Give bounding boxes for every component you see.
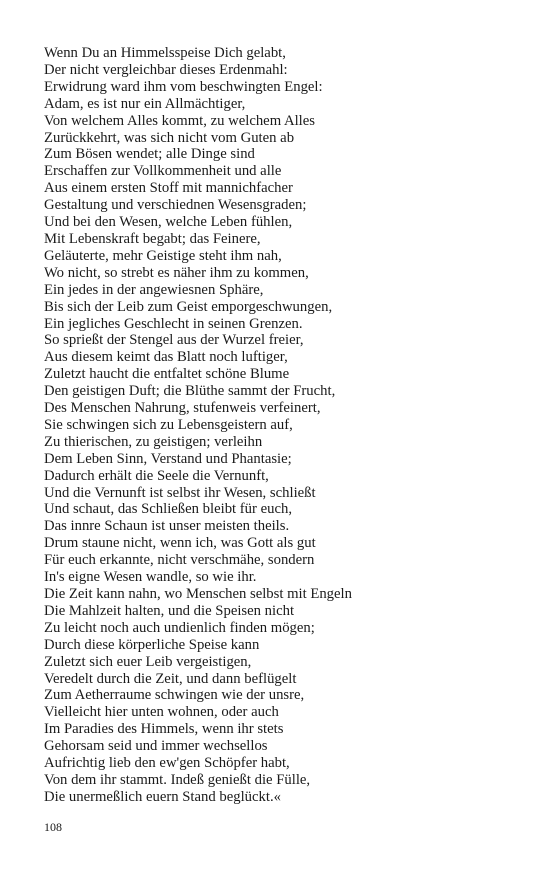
verse-line: Von welchem Alles kommt, zu welchem Alles bbox=[44, 112, 315, 129]
verse-line: Sie schwingen sich zu Lebensgeistern auf, bbox=[44, 416, 293, 433]
verse-line: Adam, es ist nur ein Allmächtiger, bbox=[44, 95, 246, 112]
verse-line: Ein jegliches Geschlecht in seinen Grenzen. bbox=[44, 315, 303, 332]
verse-line: Das innre Schaun ist unser meisten theils. bbox=[44, 518, 290, 535]
page-number: 108 bbox=[44, 820, 62, 834]
verse-line: Aufrichtig lieb den ew'gen Schöpfer habt, bbox=[44, 755, 290, 772]
verse-line: In's eigne Wesen wandle, so wie ihr. bbox=[44, 569, 257, 586]
verse-line: Die unermeßlich euern Stand beglückt.« bbox=[44, 788, 281, 805]
verse-line: So sprießt der Stengel aus der Wurzel freier, bbox=[44, 332, 304, 349]
verse-line: Vielleicht hier unten wohnen, oder auch bbox=[44, 704, 279, 721]
poem-text bbox=[44, 45, 524, 806]
verse-line: Drum staune nicht, wenn ich, was Gott als gut bbox=[44, 535, 316, 552]
verse-line: Zu leicht noch auch undienlich finden mögen; bbox=[44, 619, 315, 636]
verse-line: Zuletzt sich euer Leib vergeistigen, bbox=[44, 653, 252, 670]
verse-line: Von dem ihr stammt. Indeß genießt die Fülle, bbox=[44, 771, 311, 788]
verse-line: Aus diesem keimt das Blatt noch luftiger, bbox=[44, 349, 288, 366]
verse-line: Dadurch erhält die Seele die Vernunft, bbox=[44, 467, 269, 484]
verse-line: Zuletzt haucht die entfaltet schöne Blume bbox=[44, 366, 290, 383]
verse-line: Ein jedes in der angewiesnen Sphäre, bbox=[44, 281, 264, 298]
verse-line: Geläuterte, mehr Geistige steht ihm nah, bbox=[44, 247, 282, 264]
verse-line: Zum Bösen wendet; alle Dinge sind bbox=[44, 146, 255, 163]
verse-line: Veredelt durch die Zeit, und dann beflügelt bbox=[44, 670, 297, 687]
verse-line: Erwidrung ward ihm vom beschwingten Engel: bbox=[44, 78, 323, 95]
verse-line: Zum Aetherraume schwingen wie der unsre, bbox=[44, 687, 305, 704]
verse-line: Wenn Du an Himmelsspeise Dich gelabt, bbox=[44, 45, 286, 61]
verse-line: Und schaut, das Schließen bleibt für euch, bbox=[44, 501, 292, 518]
verse-line: Im Paradies des Himmels, wenn ihr stets bbox=[44, 721, 284, 738]
verse-line: Der nicht vergleichbar dieses Erdenmahl: bbox=[44, 61, 288, 78]
verse-line: Dem Leben Sinn, Verstand und Phantasie; bbox=[44, 450, 292, 467]
verse-line: Gehorsam seid und immer wechsellos bbox=[44, 738, 268, 755]
verse-line: Zurückkehrt, was sich nicht vom Guten ab bbox=[44, 129, 295, 146]
verse-line: Und die Vernunft ist selbst ihr Wesen, schließt bbox=[44, 484, 316, 501]
verse-line: Zu thierischen, zu geistigen; verleihn bbox=[44, 433, 263, 450]
verse-line: Erschaffen zur Vollkommenheit und alle bbox=[44, 163, 282, 180]
verse-line: Wo nicht, so strebt es näher ihm zu kommen, bbox=[44, 264, 309, 281]
verse-line: Für euch erkannte, nicht verschmähe, sondern bbox=[44, 552, 315, 569]
verse-line: Die Mahlzeit halten, und die Speisen nicht bbox=[44, 602, 295, 619]
verse-line: Gestaltung und verschiednen Wesensgraden; bbox=[44, 197, 307, 214]
verse-line: Des Menschen Nahrung, stufenweis verfeinert, bbox=[44, 400, 321, 417]
verse-line: Bis sich der Leib zum Geist emporgeschwungen, bbox=[44, 298, 333, 315]
verse-line: Durch diese körperliche Speise kann bbox=[44, 636, 260, 653]
verse-line: Und bei den Wesen, welche Leben fühlen, bbox=[44, 214, 293, 231]
verse-line: Die Zeit kann nahn, wo Menschen selbst mit Engeln bbox=[44, 586, 352, 602]
verse-line: Den geistigen Duft; die Blüthe sammt der Frucht, bbox=[44, 383, 336, 400]
verse-line: Mit Lebenskraft begabt; das Feinere, bbox=[44, 230, 261, 247]
verse-line: Aus einem ersten Stoff mit mannichfacher bbox=[44, 180, 293, 197]
